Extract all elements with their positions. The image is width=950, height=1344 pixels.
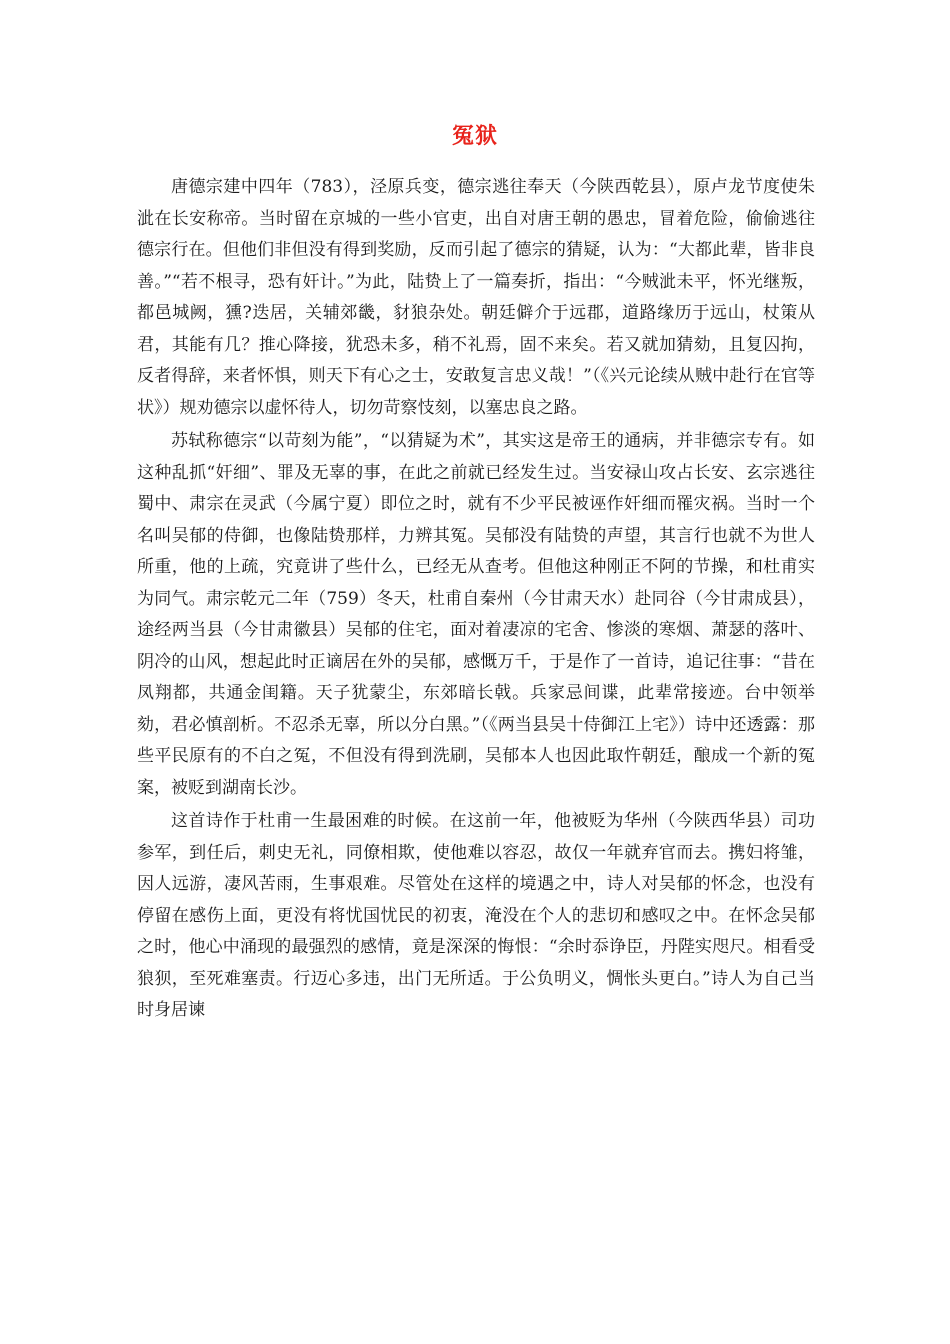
paragraph-3: 这首诗作于杜甫一生最困难的时候。在这前一年，他被贬为华州（今陕西华县）司功参军，到任后，刺史无礼，同僚相欺，使他难以容忍，故仅一年就弃官而去。携妇将雏，因人远游，凄风苦雨，生事艰难。尽管处在这样的境遇之中，诗人对吴郁的怀念，也没有停留在感伤上面，更没有将忧国忧民的初衷，淹没在个人的悲切和感叹之中。在怀念吴郁之时，他心中涌现的最强烈的感情，竟是深深的悔恨：“余时忝诤臣，丹陛实咫尺。相看受狼狈，至死难塞责。行迈心多违，出门无所适。于公负明义，惆怅头更白。”诗人为自己当时身居谏: [137, 811, 815, 1020]
paragraph-1: 唐德宗建中四年（783），泾原兵变，德宗逃往奉天（今陕西乾县），原卢龙节度使朱泚在长安称帝。当时留在京城的一些小官吏，出自对唐王朝的愚忠，冒着危险，偷偷逃往德宗行在。但他们非但没有得到奖励，反而引起了德宗的猜疑，认为：“大都此辈，皆非良善。”“若不根寻，恐有奸计。”为此，陆贽上了一篇奏折，指出：“今贼泚未平，怀光继叛，都邑城阙，獯?迭居，关辅郊畿，豺狼杂处。朝廷僻介于远郡，道路缘历于远山，杖策从君，其能有几？推心降接，犹恐未多，稍不礼焉，固不来矣。若又就加猜劾，且复囚拘，反者得辞，来者怀惧，则天下有心之士，安敢复言忠义哉！”（《兴元论续从贼中赴行在官等状》）规劝德宗以虚怀待人，切勿苛察忮刻，以塞忠良之路。: [137, 177, 815, 418]
document-body: [137, 172, 815, 1027]
document-title: 冤狱: [451, 123, 498, 149]
paragraph-2: 苏轼称德宗“以苛刻为能”，“以猜疑为术”，其实这是帝王的通病，并非德宗专有。如这种乱抓“奸细”、罪及无辜的事，在此之前就已经发生过。当安禄山攻占长安、玄宗逃往蜀中、肃宗在灵武（今属宁夏）即位之时，就有不少平民被诬作奸细而罹灾祸。当时一个名叫吴郁的侍御，也像陆贽那样，力辨其冤。吴郁没有陆贽的声望，其言行也就不为世人所重，他的上疏，究竟讲了些什么，已经无从查考。但他这种刚正不阿的节操，和杜甫实为同气。肃宗乾元二年（759）冬天，杜甫自秦州（今甘肃天水）赴同谷（今甘肃成县），途经两当县（今甘肃徽县）吴郁的住宅，面对着凄凉的宅舍、惨淡的寒烟、萧瑟的落叶、阴冷的山风，想起此时正谪居在外的吴郁，感慨万千，于是作了一首诗，追记往事：“昔在凤翔都，共通金闺籍。天子犹蒙尘，东郊暗长戟。兵家忌间谍，此辈常接迹。台中领举劾，君必慎剖析。不忍杀无辜，所以分白黑。”（《两当县吴十侍御江上宅》）诗中还透露：那些平民原有的不白之冤，不但没有得到洗刷，吴郁本人也因此取忤朝廷，酿成一个新的冤案，被贬到湖南长沙。: [137, 431, 815, 798]
